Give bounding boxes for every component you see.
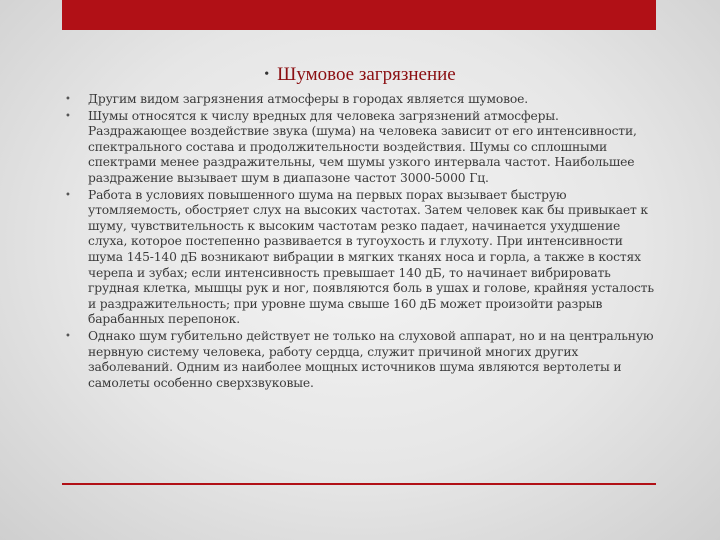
list-item: [62, 109, 654, 187]
paragraph-text: Однако шум губительно действует не только на слуховой аппарат, но и на центральную нервную систему человека, работу сердца, служит причиной многих других заболеваний. Одним из наиболее мощных источников шума являются вертолеты и самолеты особенно сверхзвуковые.: [88, 328, 654, 390]
bullet-marker: •: [65, 189, 71, 201]
paragraph-text: Работа в условиях повышенного шума на первых порах вызывает быструю утомляемость, обостряет слух на высоких частотах. Затем человек как бы привыкает к шуму, чувствительность к высоким частотам резко падает, начинается ухудшение слуха, которое постепенно развивается в тугоухость и глухоту. При интенсивности шума 145-140 дБ возникают вибрации в мягких тканях носа и горла, а также в костях черепа и зубах; если интенсивность превышает 140 дБ, то начинает вибрировать грудная клетка, мышцы рук и ног, появляются боль в ушах и голове, крайняя усталость и раздражительность; при уровне шума свыше 160 дБ может произойти разрыв барабанных перепонок.: [88, 187, 654, 327]
bullet-marker: •: [65, 94, 71, 105]
footer-divider-line: [62, 483, 656, 485]
slide-title: [0, 64, 720, 86]
list-item: [62, 188, 654, 328]
bullet-marker: •: [65, 110, 71, 122]
bullet-marker: •: [65, 330, 71, 342]
paragraph-text: Другим видом загрязнения атмосферы в городах является шумовое.: [88, 92, 529, 106]
list-item: [62, 329, 654, 391]
slide-title-text: Шумовое загрязнение: [277, 64, 456, 85]
bullet-list: [62, 92, 654, 392]
paragraph-text: Шумы относятся к числу вредных для человека загрязнений атмосферы. Раздражающее воздействие звука (шума) на человека зависит от его интенсивности, спектрального состава и продолжительности воздействия. Шумы со сплошными спектрами менее раздражительны, чем шумы узкого интервала частот. Наибольшее раздражение вызывает шум в диапазоне частот 3000-5000 Гц.: [88, 108, 637, 185]
list-item: [62, 92, 654, 108]
header-accent-bar: [62, 0, 656, 30]
title-bullet: •: [264, 67, 270, 82]
